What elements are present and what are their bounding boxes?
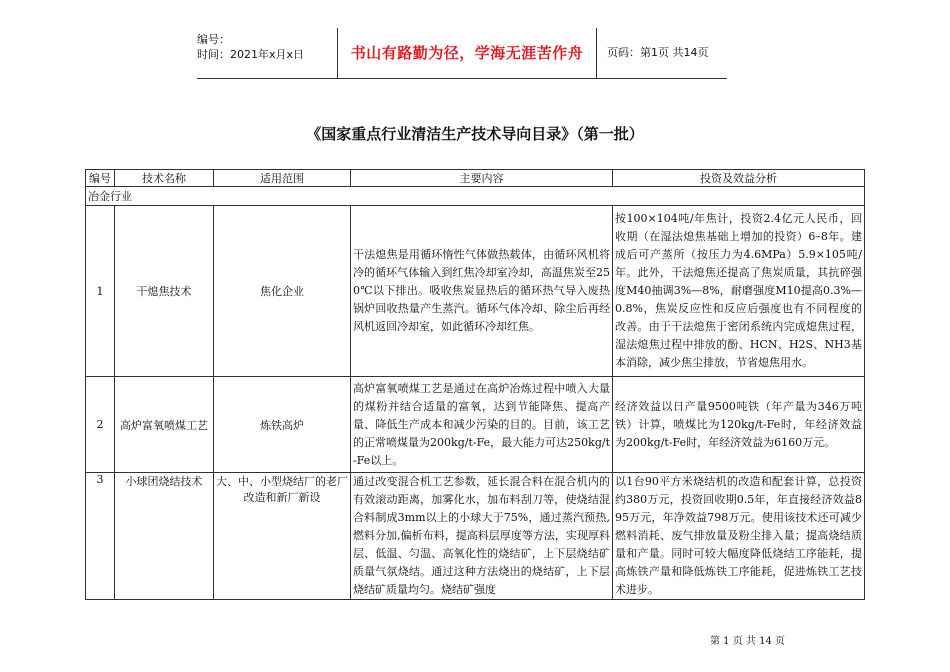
col-header-number: 编号 bbox=[86, 170, 115, 187]
col-header-scope: 适用范围 bbox=[214, 170, 351, 187]
col-header-content: 主要内容 bbox=[351, 170, 613, 187]
row-scope: 大、中、小型烧结厂的老厂改造和新厂新设 bbox=[214, 473, 351, 600]
header-motto: 书山有路勤为径，学海无涯苦作舟 bbox=[337, 28, 597, 78]
table-row bbox=[86, 206, 865, 377]
header-time-label: 时间：2021年x月x日 bbox=[197, 48, 305, 61]
row-content: 高炉富氧喷煤工艺是通过在高炉冶炼过程中喷入大量的煤粉并结合适量的富氧，达到节能降焦、提高产量、降低生产成本和减少污染的目的。目前，该工艺的正常喷煤量为200kg/t-Fe，最大能力可达250kg/t -Fe以上。 bbox=[351, 377, 613, 473]
header-number-label: 编号： bbox=[197, 33, 230, 46]
row-number: 3 bbox=[86, 473, 115, 600]
row-scope: 焦化企业 bbox=[214, 206, 351, 377]
row-tech-name: 小球团烧结技术 bbox=[115, 473, 214, 600]
header-page-label: 页码：第1页 共14页 bbox=[607, 46, 709, 59]
document-title: 《国家重点行业清洁生产技术导向目录》（第一批） bbox=[306, 125, 644, 143]
tech-catalog-table bbox=[85, 169, 865, 600]
section-label: 冶金行业 bbox=[86, 187, 865, 206]
page-footer: 第 1 页 共 14 页 bbox=[710, 636, 785, 647]
header-meta bbox=[197, 28, 337, 82]
row-scope: 炼铁高炉 bbox=[214, 377, 351, 473]
row-benefit: 按100×104吨/年焦计，投资2.4亿元人民币，回收期（在湿法熄焦基础上增加的投资）6–8年。建成后可产蒸所（按压力为4.6MPa）5.9×105吨/年。此外，干法熄焦还提高了焦炭质量，其抗碎强度M40抽调3%—8%，耐磨强度M10提高0.3%—0.8%，焦炭反应性和反应后强度也有不同程度的改善。由于干法熄焦于密闭系统内完成熄焦过程，湿法熄焦过程中排放的酚、HCN、H2S、NH3基本消除，减少焦尘排放，节省熄焦用水。 bbox=[613, 206, 865, 377]
table-row bbox=[86, 377, 865, 473]
table-row bbox=[86, 473, 865, 600]
table-header-row bbox=[86, 170, 865, 187]
header-rule bbox=[197, 78, 727, 79]
section-row bbox=[86, 187, 865, 206]
row-benefit: 以1台90平方米烧结机的改造和配套计算，总投资约380万元，投资回收期0.5年，年直接经济效益895万元，年净效益798万元。使用该技术还可减少燃料消耗、废气排放量及粉尘排入量；提高烧结质量和产量。同时可较大幅度降低烧结工序能耗，提高炼铁产量和降低炼铁工序能耗，促进炼铁工艺技术进步。 bbox=[613, 473, 865, 600]
col-header-benefit: 投资及效益分析 bbox=[613, 170, 865, 187]
page-header bbox=[197, 28, 727, 78]
row-number: 2 bbox=[86, 377, 115, 473]
row-content: 干法熄焦是用循环惰性气体做热载体，由循环风机将冷的循环气体输入到红焦冷却室冷却，高温焦炭至250℃以下排出。吸收焦炭显热后的循环热气导入废热锅炉回收热量产生蒸汽。循环气体冷却、除尘后再经风机返回冷却室，如此循环冷却红焦。 bbox=[351, 206, 613, 377]
row-benefit: 经济效益以日产量9500吨铁（年产量为346万吨铁）计算，喷煤比为120kg/t-Fe时，年经济效益为200kg/t-Fe时，年经济效益为6160万元。 bbox=[613, 377, 865, 473]
col-header-tech-name: 技术名称 bbox=[115, 170, 214, 187]
row-tech-name: 干熄焦技术 bbox=[115, 206, 214, 377]
row-content: 通过改变混合机工艺参数，延长混合料在混合机内的有效滚动距离，加雾化水，加布料刮刀等，使烧结混合料制成3mm以上的小球大于75%，通过蒸汽预热,燃料分加,偏析布料，提高料层厚度等方法，实现厚料层、低温、匀温、高氧化性的烧结矿，上下层烧结矿质量气氛烧结。通过这种方法烧出的烧结矿，上下层烧结矿质量均匀。烧结矿强度 bbox=[351, 473, 613, 600]
row-number: 1 bbox=[86, 206, 115, 377]
row-tech-name: 高炉富氧喷煤工艺 bbox=[115, 377, 214, 473]
